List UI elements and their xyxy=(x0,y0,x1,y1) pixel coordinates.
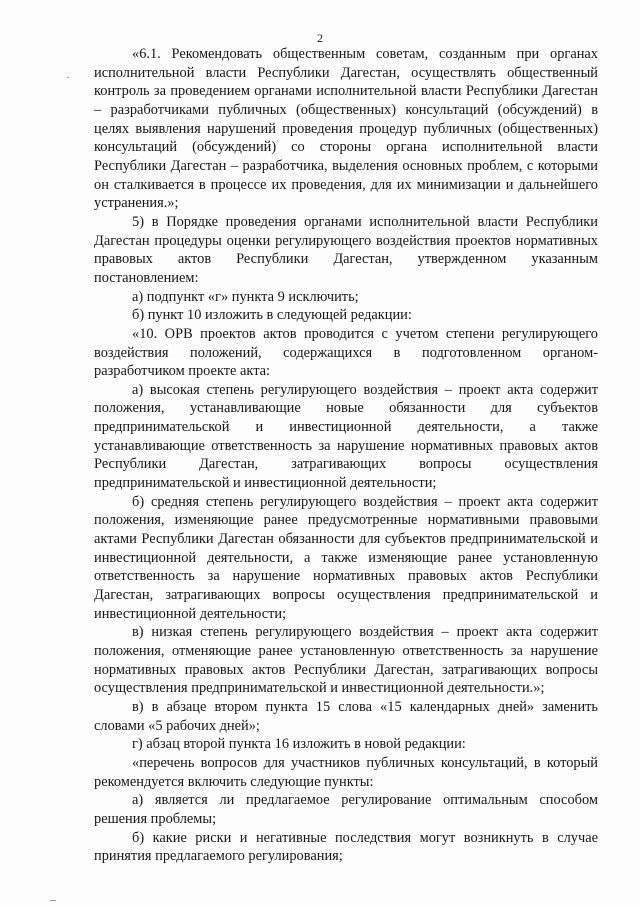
paragraph-item-5: 5) в Порядке проведения органами исполнительной власти Республики Дагестан процедуры оценки регулирующего воздействия проектов нормативных правовых актов Республики Дагестан, утвержденном указанным постановлением: xyxy=(94,213,598,286)
paragraph-subitem-b: б) пункт 10 изложить в следующей редакции: xyxy=(132,307,412,324)
paragraph-low-degree: в) низкая степень регулирующего воздействия – проект акта содержит положения, отменяющие ранее установленную ответственность за нарушение нормативных правовых актов Республики Дагестан, затрагивающих вопросы осуществления предпринимательской и инвестиционной деятельности.»; xyxy=(94,624,598,697)
paragraph-point-10: «10. ОРВ проектов актов проводится с учетом степени регулирующего воздействия положений, содержащихся в подготовленном органом-разработчиком проекте акта: xyxy=(94,325,598,380)
paragraph-high-degree: а) высокая степень регулирующего воздействия – проект акта содержит положения, устанавливающие новые обязанности для субъектов предпринимательской и инвестиционной деятельности, а также устанавливающие ответственность за нарушение нормативных правовых актов Республики Дагестан, затрагивающих вопросы осуществления предпринимательской и инвестиционной деятельности; xyxy=(94,381,598,492)
scan-dash: – xyxy=(50,892,56,906)
scan-speck: · xyxy=(66,70,70,84)
paragraph-subitem-v: в) в абзаце втором пункта 15 слова «15 календарных дней» заменить словами «5 рабочих дней»; xyxy=(94,698,598,734)
paragraph-medium-degree: б) средняя степень регулирующего воздействия – проект акта содержит положения, изменяющие ранее предусмотренные нормативными правовыми актами Республики Дагестан обязанности для субъектов предпринимательской и инвестиционной деятельности, а также изменяющие ранее установленную ответственность за нарушение нормативных правовых актов Республики Дагестан, затрагивающих вопросы осуществления предпринимательской и инвестиционной деятельности; xyxy=(94,493,598,622)
paragraph-subitem-g: г) абзац второй пункта 16 изложить в новой редакции: xyxy=(132,736,466,753)
page-number: 2 xyxy=(317,31,323,45)
paragraph-question-a: а) является ли предлагаемое регулирование оптимальным способом решения проблемы; xyxy=(94,792,598,827)
paragraph-question-b: б) какие риски и негативные последствия могут возникнуть в случае принятия предлагаемого регулирования; xyxy=(94,829,598,865)
paragraph-questions-list: «перечень вопросов для участников публичных консультаций, в который рекомендуется включить следующие пункты: xyxy=(94,754,598,790)
document-body xyxy=(94,45,598,866)
paragraph-subitem-a: а) подпункт «г» пункта 9 исключить; xyxy=(132,288,359,305)
paragraph-6-1: «6.1. Рекомендовать общественным советам, созданным при органах исполнительной власти Республики Дагестан, осуществлять общественный контроль за проведением органами исполнительной власти Республики Дагестан – разработчиками публичных (общественных) консультаций (обсуждений) в целях выявления нарушений проведения процедур публичных (общественных) консультаций (обсуждений) со стороны органа исполнительной власти Республики Дагестан – разработчика, выделения основных проблем, с которыми он сталкивается в процессе их проведения, для их минимизации и дальнейшего устранения.»; xyxy=(94,46,598,212)
